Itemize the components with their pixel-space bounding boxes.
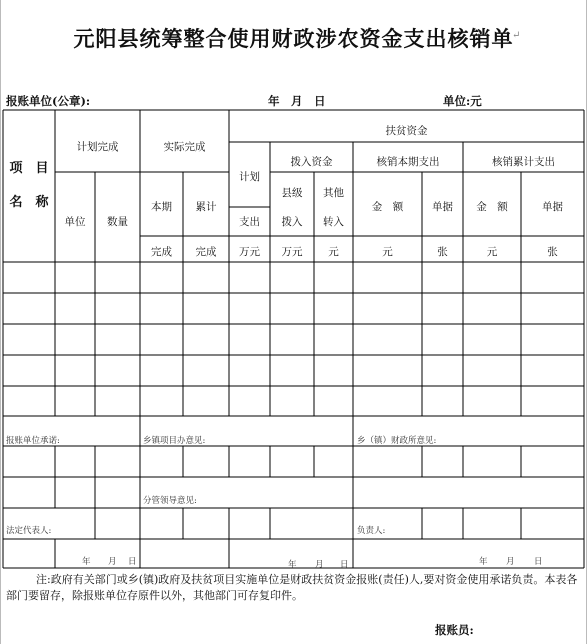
reporter-signature-label: 报账员: [435,623,474,637]
leader-opinion-label: 分管领导意见: [143,496,197,506]
unit-pledge-label: 报账单位承诺: [6,436,60,446]
date-month-3: 月 [506,557,515,567]
date-month-2: 月 [315,560,324,570]
zhuanru-header: 转入 [323,216,344,228]
voucher-header-2: 单据 [542,201,563,213]
name-label: 名 称 [9,195,49,210]
date-day-3: 日 [534,557,543,567]
date-year-3: 年 [479,557,488,567]
sheets-unit-2: 张 [547,246,558,258]
period-completed: 完成 [151,246,172,258]
date-day-2: 日 [340,560,349,570]
currency-unit-label: 单位:元 [443,94,482,108]
date-year-1: 年 [82,557,91,567]
wan-yuan-unit-1: 万元 [239,246,260,258]
actual-done-header: 实际完成 [163,141,206,153]
quantity-header: 数量 [107,216,128,228]
responsible-label: 负责人: [357,526,386,536]
township-office-label: 乡镇项目办意见: [143,436,206,446]
wan-yuan-unit-2: 万元 [281,246,303,258]
poverty-fund-header: 扶贫资金 [385,125,428,137]
paragraph-mark: ↵ [512,30,521,41]
accumulated-header: 累计 [195,201,217,213]
date-label: 年 月 日 [268,94,326,108]
date-day-1: 日 [128,557,137,567]
county-header: 县级 [281,187,303,199]
amount-header-1: 金 额 [371,201,404,213]
legal-rep-label: 法定代表人: [6,526,52,536]
transfer-in-header: 拨入资金 [290,156,333,168]
yuan-unit-2: 元 [382,246,393,258]
sheets-unit-1: 张 [437,246,448,258]
finance-office-label: 乡（镇）财政所意见: [357,436,437,446]
unit-header: 单位 [64,216,86,228]
payout-header: 支出 [239,216,260,228]
period-header: 本期 [151,201,172,213]
form-title: 元阳县统筹整合使用财政涉农资金支出核销单 [73,26,514,51]
plan-done-header: 计划完成 [76,141,119,153]
reporting-unit-label: 报账单位(公章): [6,94,91,108]
amount-header-2: 金 额 [476,201,508,213]
date-month-1: 月 [108,557,117,567]
accum-spend-header: 核销累计支出 [492,156,555,168]
yuan-unit-1: 元 [328,246,339,258]
footnote: 注:政府有关部门或乡(镇)政府及扶贫项目实施单位是财政扶贫资金报账(责任)人,要对资金使用承诺负责。本表各部门要留存，除报账单位存原件以外，其他部门可存复印件。 [6,573,578,602]
period-spend-header: 核销本期支出 [376,156,440,168]
date-year-2: 年 [288,560,297,570]
item-label: 项 目 [9,161,49,176]
voucher-header-1: 单据 [432,201,453,213]
boru-header: 拨入 [281,216,303,228]
accum-completed: 完成 [195,246,217,258]
other-header: 其他 [323,187,344,199]
yuan-unit-3: 元 [486,246,498,258]
plan-header: 计划 [239,171,260,183]
